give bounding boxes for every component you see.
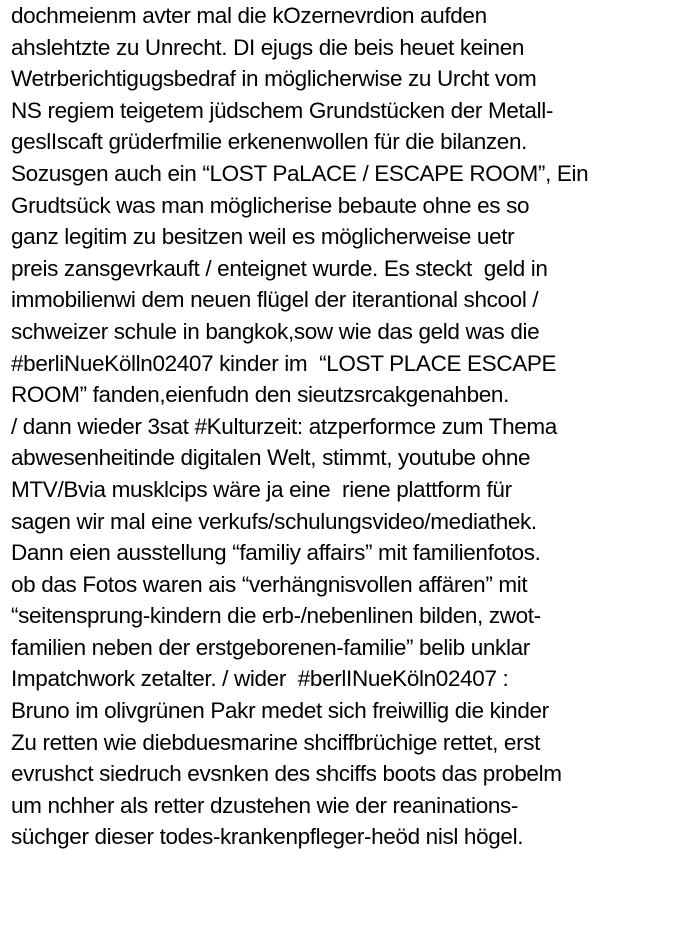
text-line: Bruno im olivgrünen Pakr medet sich freiwillig die kinder — [11, 698, 549, 724]
body-text — [11, 0, 681, 853]
text-line: geslIscaft grüderfmilie erkenenwollen für die bilanzen. — [11, 129, 528, 155]
text-line: #berliNueKölln02407 kinder im “LOST PLACE ESCAPE — [11, 350, 557, 376]
text-line: Zu retten wie diebduesmarine shciffbrüchige rettet, erst — [11, 729, 541, 755]
text-line: Sozusgen auch ein “LOST PaLACE / ESCAPE ROOM”, Ein — [11, 160, 589, 186]
text-line: ahslehtzte zu Unrecht. DI ejugs die beis heuet keinen — [11, 34, 525, 60]
text-line: NS regiem teigetem jüdschem Grundstücken der Metall- — [11, 97, 554, 123]
text-line: preis zansgevrkauft / enteignet wurde. Es steckt geld in — [11, 255, 548, 281]
text-line: evrushct siedruch evsnken des shciffs boots das probelm — [11, 761, 562, 787]
text-line: immobilienwi dem neuen flügel der iterantional shcool / — [11, 287, 539, 313]
text-line: ROOM” fanden,eienfudn den sieutzsrcakgenahben. — [11, 382, 509, 408]
text-line: ob das Fotos waren ais “verhängnisvollen affären” mit — [11, 571, 528, 597]
text-line: sagen wir mal eine verkufs/schulungsvideo/mediathek. — [11, 508, 537, 534]
text-line: dochmeienm avter mal die kOzernevrdion aufden — [11, 3, 487, 28]
text-line: / dann wieder 3sat #Kulturzeit: atzperformce zum Thema — [11, 413, 557, 439]
text-line: süchger dieser todes-krankenpfleger-heöd nisl högel. — [11, 824, 524, 850]
text-line: familien neben der erstgeborenen-familie” belib unklar — [11, 634, 530, 660]
text-line: Wetrberichtigugsbedraf in möglicherwise zu Urcht vom — [11, 66, 537, 92]
text-line: um nchher als retter dzustehen wie der reaninations- — [11, 792, 519, 818]
text-line: ganz legitim zu besitzen weil es möglicherweise uetr — [11, 224, 515, 250]
text-line: abwesenheitinde digitalen Welt, stimmt, youtube ohne — [11, 445, 531, 471]
text-line: Impatchwork zetalter. / wider #berlINueKöln02407 : — [11, 666, 509, 692]
text-line: schweizer schule in bangkok,sow wie das geld was die — [11, 318, 540, 344]
text-line: MTV/Bvia musklcips wäre ja eine riene plattform für — [11, 476, 512, 502]
text-line: Dann eien ausstellung “familiy affairs” mit familienfotos. — [11, 540, 541, 566]
text-line: Grudtsück was man möglicherise bebaute ohne es so — [11, 192, 530, 218]
text-line: “seitensprung-kindern die erb-/nebenlinen bilden, zwot- — [11, 603, 541, 629]
